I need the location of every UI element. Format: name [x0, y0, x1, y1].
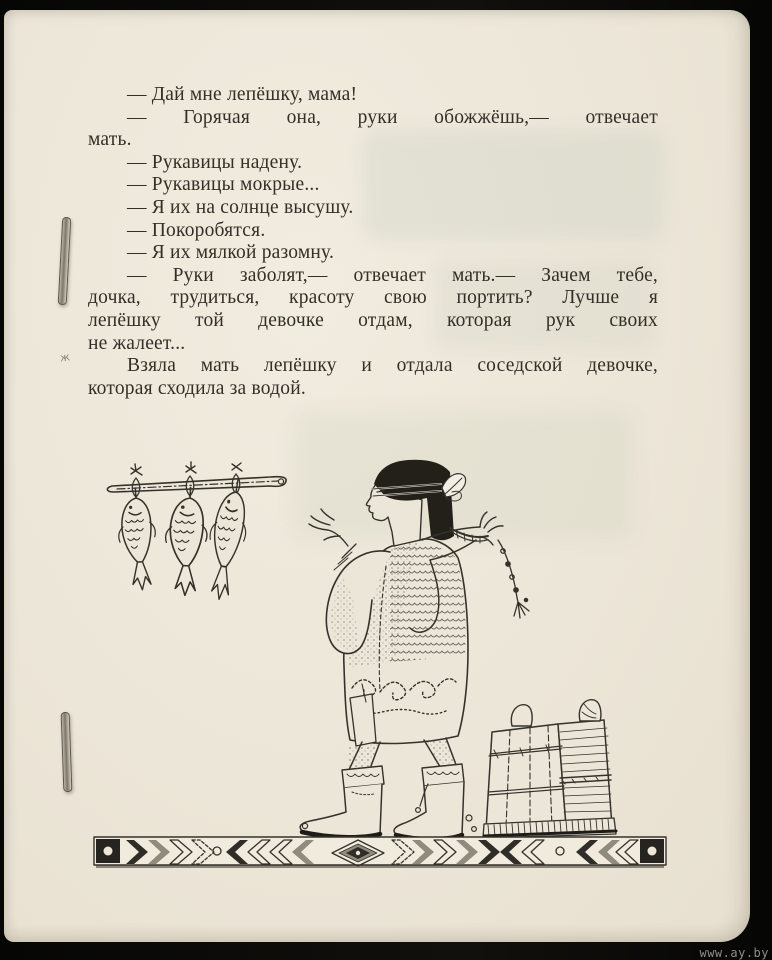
story-line: не жалеет... — [88, 332, 186, 354]
girl-head — [366, 460, 465, 546]
story-line: — Горячая она, руки обожжёшь,— отвечает — [127, 106, 658, 128]
story-line: — Покоробятся. — [127, 219, 266, 241]
story-line: — Руки заболят,— отвечает мать.— Зачем тебе, — [127, 264, 658, 286]
margin-pencil-mark: ж — [59, 350, 71, 365]
wooden-bucket — [483, 700, 616, 838]
story-text — [88, 84, 658, 400]
fish-pole — [107, 462, 286, 497]
left-boot — [300, 766, 384, 838]
staple-top — [58, 217, 72, 305]
story-line: Взяла мать лепёшку и отдала соседской девочке, — [127, 355, 658, 377]
story-line: которая сходила за водой. — [88, 377, 306, 399]
hanging-fish — [115, 477, 253, 601]
story-line: — Рукавицы мокрые... — [127, 174, 320, 196]
story-illustration — [90, 440, 670, 872]
book-page — [4, 10, 750, 942]
story-line: — Рукавицы надену. — [127, 151, 303, 173]
story-line: дочка, трудиться, красоту свою портить? Лучше я — [88, 287, 658, 309]
braid-beads — [498, 540, 529, 618]
staple-bottom — [61, 712, 73, 792]
right-boot — [394, 764, 476, 840]
story-line: — Дай мне лепёшку, мама! — [127, 84, 358, 105]
ornamental-border — [94, 837, 666, 868]
watermark: www.ay.by — [699, 946, 769, 960]
story-line: — Я их мялкой разомну. — [127, 242, 335, 264]
story-line: мать. — [88, 129, 132, 151]
story-line: — Я их на солнце высушу. — [127, 196, 354, 218]
story-line: лепёшку той девочке отдам, которая рук своих — [88, 309, 658, 331]
